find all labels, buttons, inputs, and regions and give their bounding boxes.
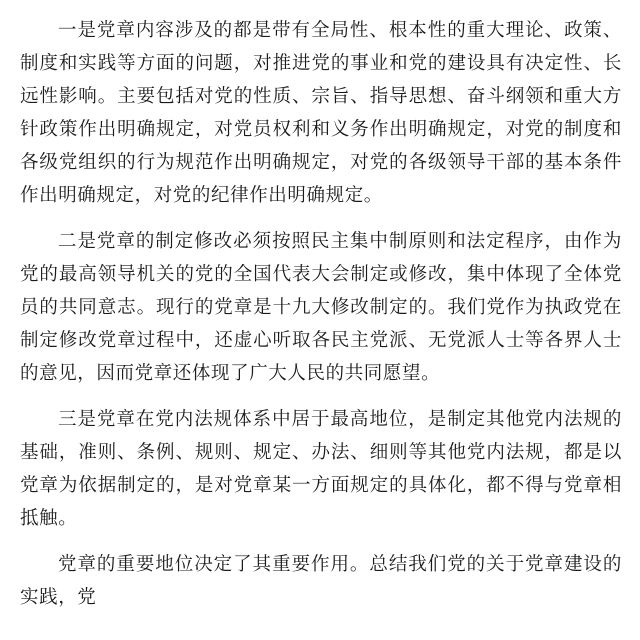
paragraph-2: 二是党章的制定修改必须按照民主集中制原则和法定程序，由作为党的最高领导机关的党的全国代表大会制定或修改，集中体现了全体党员的共同意志。现行的党章是十九大修改制定的。我们党作为执政党在制定修改党章过程中，还虚心听取各民主党派、无党派人士等各界人士的意见，因而党章还体现了广大人民的共同愿望。 [20,231,622,384]
paragraph-3: 三是党章在党内法规体系中居于最高地位，是制定其他党内法规的基础，准则、条例、规则、规定、办法、细则等其他党内法规，都是以党章为依据制定的，是对党章某一方面规定的具体化，都不得与党章相抵触。 [20,409,622,529]
paragraph-1: 一是党章内容涉及的都是带有全局性、根本性的重大理论、政策、制度和实践等方面的问题，对推进党的事业和党的建设具有决定性、长远性影响。主要包括对党的性质、宗旨、指导思想、奋斗纲领和重大方针政策作出明确规定，对党员权利和义务作出明确规定，对党的制度和各级党组织的行为规范作出明确规定，对党的各级领导干部的基本条件作出明确规定，对党的纪律作出明确规定。 [20,20,622,206]
paragraph-4: 党章的重要地位决定了其重要作用。总结我们党的关于党章建设的实践，党 [20,554,622,608]
document-body [20,14,622,627]
